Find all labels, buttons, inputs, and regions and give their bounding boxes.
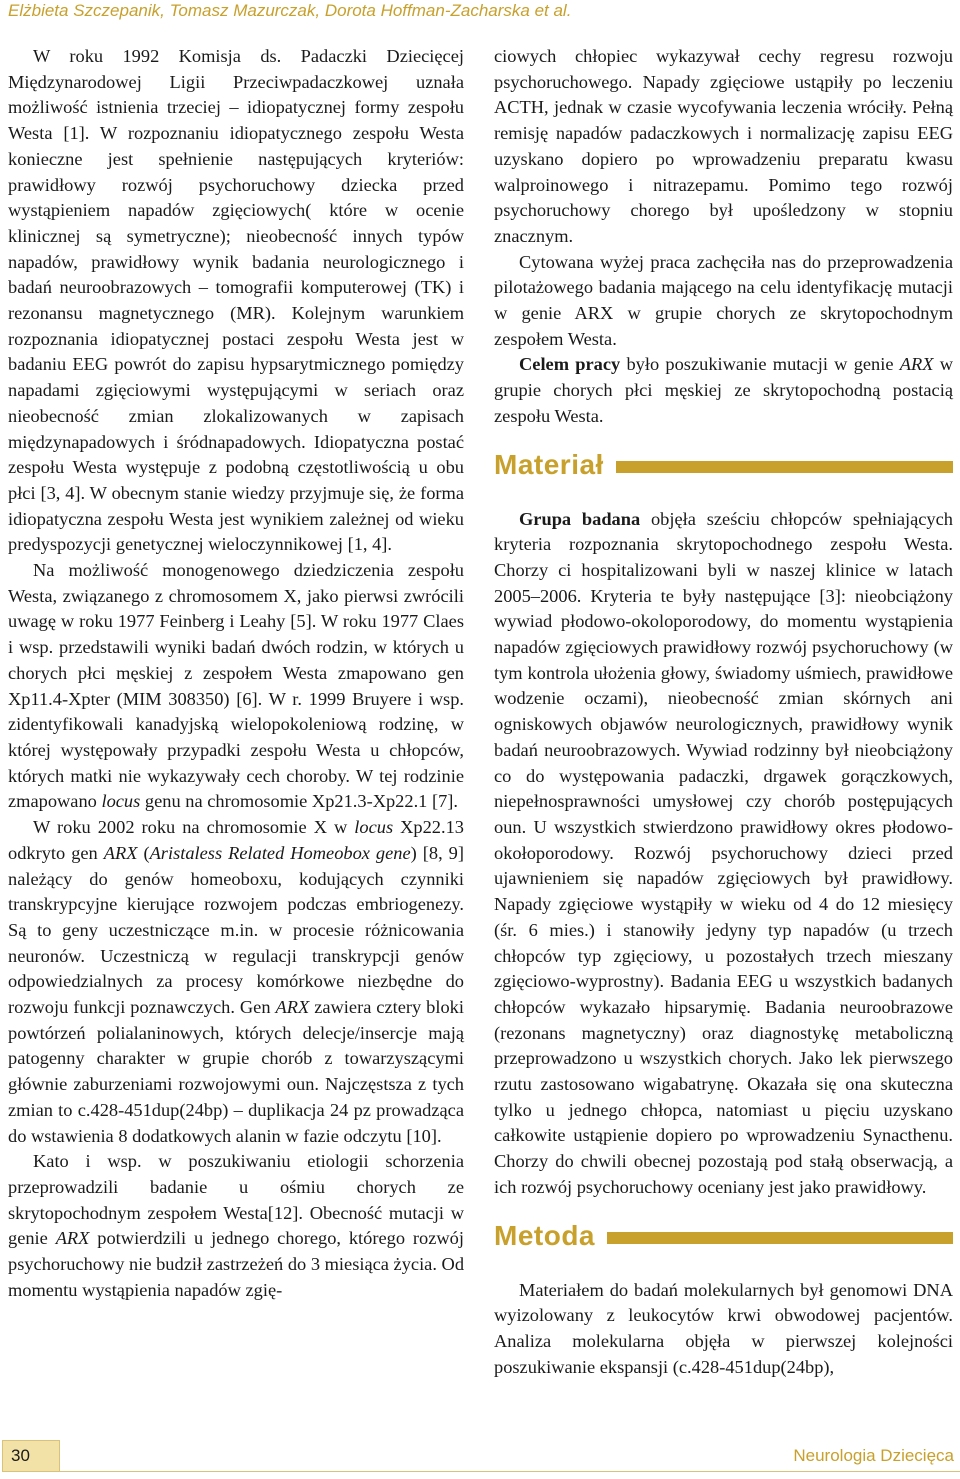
bold-lead: Grupa badana [519,508,641,529]
left-column [8,44,464,1303]
text-segment: ) [8, 9] należący do genów homeoboxu, kodujących czynniki transkrypcyjne kierujące rozwojem podczas embriogenezy. Są to geny uczestniczące m.in. w procesie różnicowania neuronów. Uczestniczą w regulacji transkrypcji genów odpowiedzialnych za procesy komórkowe niezbędne do rozwoju funkcji poznawczych. Gen [8,842,464,1018]
italic-gene-name: ARX [103,842,138,863]
running-header-authors: Elżbieta Szczepanik, Tomasz Mazurczak, Dorota Hoffman-Zacharska et al. [8,1,572,20]
section-heading-material [494,447,953,483]
paragraph-arx-gene [8,815,464,1149]
text-segment: W roku 2002 roku na chromosomie X w [33,817,348,838]
heading-rule [616,461,953,473]
section-heading-metoda [494,1218,953,1254]
text-segment: potwierdzili u jednego chorego, którego rozwój psychoruchowy nie budził zastrzeżeń do 3 miesiąca życia. Od momentu wystąpienia napadów zgię- [8,1228,465,1300]
bold-lead: Celem pracy [519,354,621,375]
paragraph-method: Materiałem do badań molekularnych był genomowi DNA wyizolowany z leukocytów krwi obwodowej pacjentów. Analiza molekularna objęła w pierwszej kolejności poszukiwanie ekspansji (c.428-451dup(24bp), [494,1279,953,1377]
paragraph-monogenic [8,558,464,815]
paragraph-continuation: ciowych chłopiec wykazywał cechy regresu rozwoju psychoruchowego. Napady zgięciowe ustąpiły po leczeniu ACTH, jednak w czasie wycofywania leczenia wróciły. Pełną remisję napadów padaczkowych i normalizację zapisu EEG uzyskano dopiero po wprowadzeniu preparatu kwasu walproinowego i nitrazepamu. Pomimo tego rozwój psychoruchowy chorego był upośledzony w stopniu znacznym. [494,46,953,246]
text-segment: w grupie chorych płci męskiej ze skrytopochodną postacią zespołu Westa. [494,354,954,426]
text-segment: zawiera cztery bloki powtórzeń polialaninowych, których delecje/insercje mają patogenny charakter w grupie chorób z towarzyszącymi głównie zaburzeniami rozwojowymi oun. Najczęstsza z tych zmian to c.428-451dup(24bp) – duplikacja 24 pz prowadząca do wstawienia 8 dodatkowych alanin w fazie odczytu [10]. [8,997,464,1146]
text-segment: Na możliwość monogenowego dziedziczenia zespołu Westa, związanego z chromosomem X, jako pierwsi zwrócili uwagę w roku 1977 Feinberg i Leahy [5]. W roku 1977 Claes i wsp. przedstawili wyniki badań dwóch rodzin, w których u chorych płci męskiej z zespołem Westa zmapowano gen Xp11.4-Xpter (MIM 308350) [6]. W r. 1999 Bruyere i wsp. zidentyfikowali kanadyjską wielopokoleniową rodzinę, w której występowały przypadki zespołu Westa u chłopców, których matki nie wykazywały cech choroby. W tej rodzinie zmapowano [8,560,464,812]
footer-rule [60,1471,960,1472]
text-segment: ( [143,842,150,863]
section-title: Metoda [494,1219,595,1251]
text-segment: Kato i wsp. w poszukiwaniu etiologii schorzenia przeprowadzili badanie u ośmiu chorych ze skrytopochodnym zespołem Westa[12]. Obecność mutacji w genie [8,1151,464,1249]
paragraph-aim [494,352,953,429]
italic-term: locus [101,791,141,812]
text-segment: Xp22.13 odkryto gen [8,817,464,863]
paragraph-study-group [494,507,953,1201]
italic-gene-name: ARX [899,354,934,375]
right-column [494,44,953,1380]
italic-term: locus [354,817,394,838]
text-segment: objęła sześciu chłopców spełniających kryteria rozpoznania skrytopochodnego zespołu Westa. Chorzy ci hospitalizowani byli w naszej klinice w latach 2005–2006. Kryteria te były następujące [3]: nieobciążony wywiad płodowo-okoloporodowy, do momentu wystąpienia napadów zgięciowych prawidłowy rozwój psychoruchowy (w tym kontrola ułożenia głowy, świadomy uśmiech, prawidłowe wodzenie oczami), nieobecność zmian skórnych ani ogniskowych objawów neurologicznych, prawidłowy wynik badań neuroobrazowych. Wywiad rodzinny był nieobciążony co do występowania padaczki, drgawek gorączkowych, niepełnosprawności umysłowej czy chorób postępujących oun. U wszystkich stwierdzono prawidłowy okres płodowo-okołoporodowy. Rozwój psychoruchowy dzieci przed ujawnieniem się napadów zgięciowych był prawidłowy. Napady zgięciowe wystąpiły w wieku od 4 do 12 miesięcy (śr. 6 mies.) i stanowiły jedyny typ napadów (u trzech chłopców typ zgięciowy, u pozostałych trzech mieszany zgięciowo-wyprostny). Badania EEG u wszystkich badanych chłopców wykazało hipsarymię. Badania neuroobrazowe (rezonans magnetyczny) oraz diagnostykę metaboliczną przeprowadzono u wszystkich chorych. Jako lek pierwszego rzutu zastosowano wigabatrynę. Okazała się ona skuteczna tylko u jednego chłopca, natomiast u pięciu uzyskano całkowite ustąpienie dopiero po wprowadzeniu Synacthenu. Chorzy do chwili obecnej pozostają pod stałą obserwacją, a ich rozwój psychoruchowy oceniany jest jako prawidłowy. [494,508,953,1197]
italic-gene-name: ARX [275,997,310,1018]
journal-name: Neurologia Dziecięca [793,1446,954,1465]
paragraph-intro: W roku 1992 Komisja ds. Padaczki Dziecięcej Międzynarodowej Ligii Przeciwpadaczkowej uznała możliwość istnienia trzeciej – idiopatycznej formy zespołu Westa [1]. W rozpoznaniu idiopatycznego zespołu Westa konieczne jest spełnienie następujących kryteriów: prawidłowy rozwój psychoruchowy dziecka przed wystąpieniem napadów zgięciowych( które w ocenie klinicznej są symetryczne); nieobecność innych typów napadów, prawidłowy wynik badania neurologicznego i badań neuroobrazowych – tomografii komputerowej (TK) i rezonansu magnetycznego (MR). Kolejnym warunkiem rozpoznania idiopatycznej postaci zespołu Westa jest w badaniu EEG powrót do zapisu hypsarytmicznego pomiędzy napadami zgięciowymi występującymi w seriach oraz nieobecność zmian zlokalizowanych w zapisach międzynapadowych i śródnapadowych. Idiopatyczna postać zespołu Westa występuje z podobną częstotliwością u obu płci [3, 4]. W obecnym stanie wiedzy przyjmuje się, że forma idiopatyczna zespołu Westa jest wynikiem zależnej od wieku predyspozycji genetycznej wieloczynnikowej [1, 4]. [8,46,464,555]
paragraph-pilot-study: Cytowana wyżej praca zachęciła nas do przeprowadzenia pilotażowego badania mającego na celu identyfikację mutacji w genie ARX w grupie chorych ze skrytopochodnym zespołem Westa. [494,251,953,349]
section-title: Materiał [494,448,604,480]
paragraph-kato [8,1149,464,1303]
italic-gene-fullname: Aristaless Related Homeobox gene [149,842,411,863]
heading-rule [607,1232,953,1244]
italic-gene-name: ARX [55,1228,90,1249]
page-number: 30 [2,1440,60,1472]
text-segment: było poszukiwanie mutacji w genie [626,354,894,375]
text-segment: genu na chromosomie Xp21.3-Xp22.1 [7]. [144,791,458,812]
